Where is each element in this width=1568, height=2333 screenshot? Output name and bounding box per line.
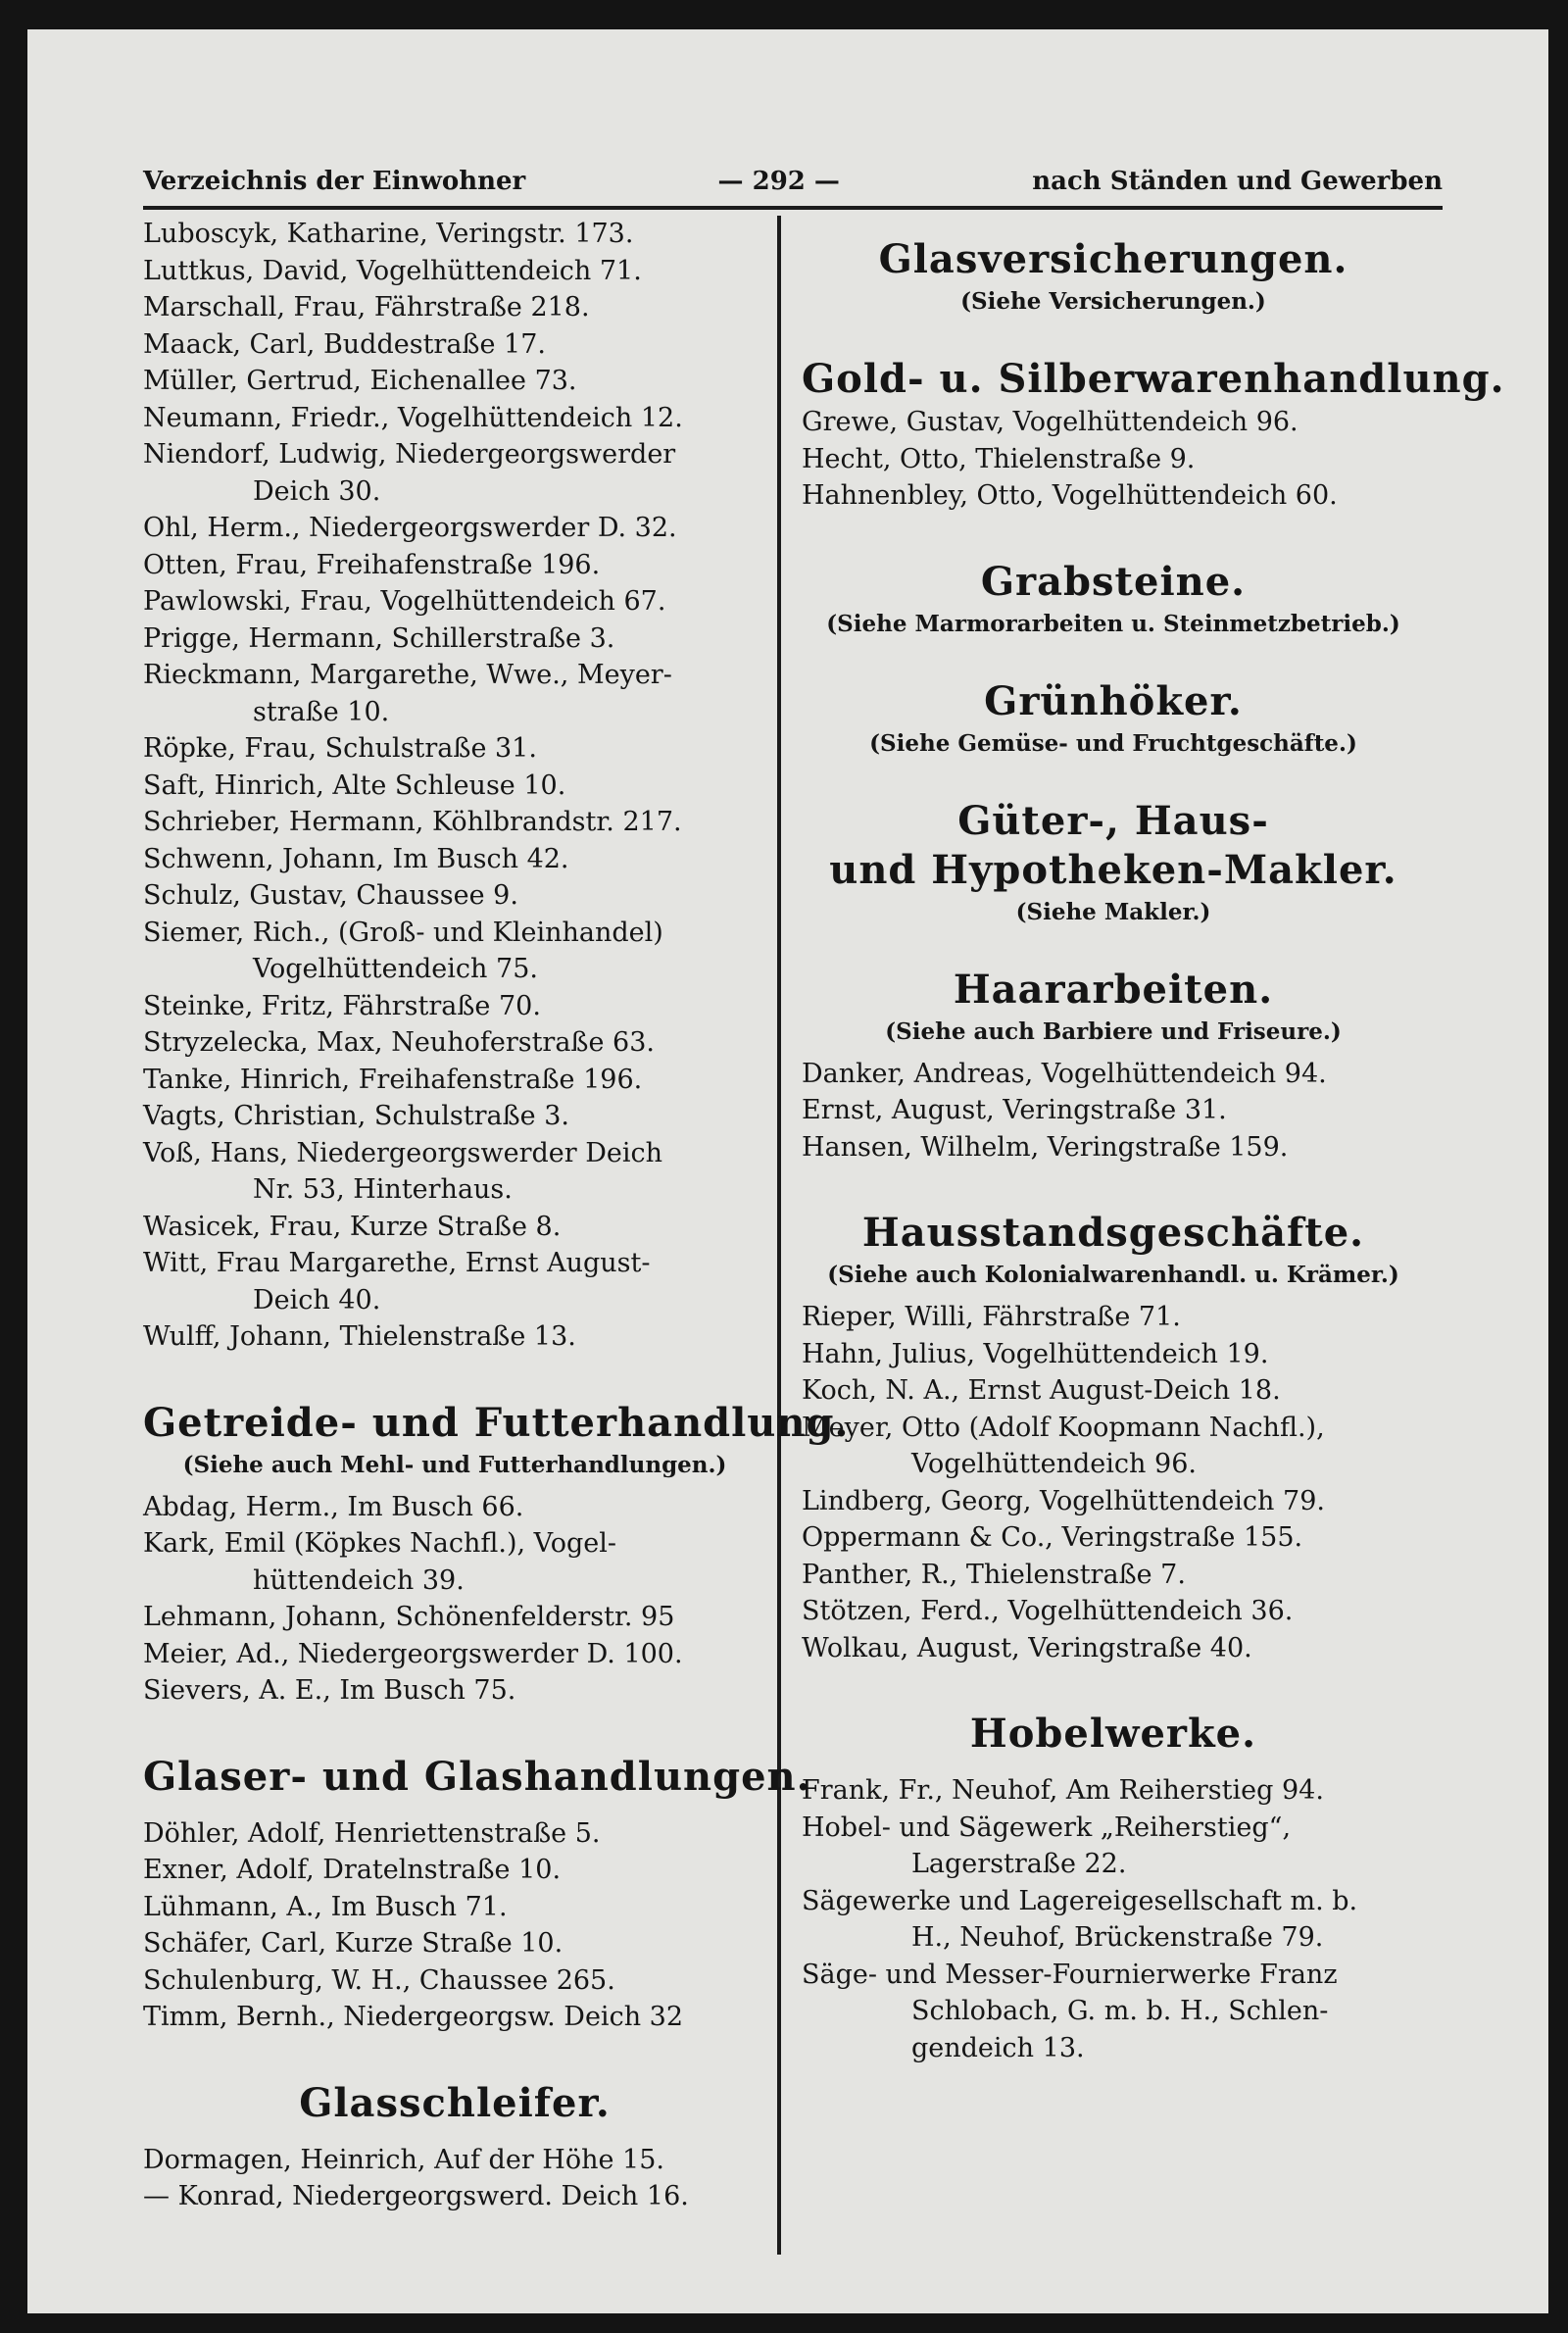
list-item: Stryzelecka, Max, Neuhoferstraße 63. — [143, 1027, 655, 1058]
list-item: Maack, Carl, Buddestraße 17. — [143, 328, 546, 360]
section-heading: Gold- u. Silberwarenhandlung. — [802, 356, 1505, 402]
section-heading: Glasversicherungen. — [878, 236, 1348, 282]
list-item: Marschall, Frau, Fährstraße 218. — [143, 292, 590, 323]
section-heading: Grabsteine. — [980, 558, 1247, 605]
list-item: Abdag, Herm., Im Busch 66. — [143, 1491, 524, 1522]
list-item: Voß, Hans, Niedergeorgswerder Deich — [143, 1137, 663, 1168]
list-item: — Konrad, Niedergeorgswerd. Deich 16. — [143, 2181, 689, 2211]
list-item: Panther, R., Thielenstraße 7. — [802, 1559, 1186, 1590]
section-heading: Glasschleifer. — [299, 2079, 611, 2126]
list-item: Hansen, Wilhelm, Veringstraße 159. — [802, 1131, 1289, 1163]
section-note: (Siehe auch Mehl- und Futterhandlungen.) — [182, 1451, 727, 1478]
section-heading: Glaser- und Glashandlungen. — [143, 1753, 811, 1800]
list-item: Wasicek, Frau, Kurze Straße 8. — [143, 1211, 562, 1242]
list-item: Schwenn, Johann, Im Busch 42. — [143, 843, 569, 874]
list-item: Hahnenbley, Otto, Vogelhüttendeich 60. — [802, 480, 1338, 511]
column-divider — [777, 216, 781, 2255]
list-item-continuation: hüttendeich 39. — [253, 1564, 465, 1596]
list-item: Frank, Fr., Neuhof, Am Reiherstieg 94. — [802, 1775, 1324, 1806]
section-note: (Siehe auch Kolonialwarenhandl. u. Krämer.) — [827, 1262, 1399, 1288]
list-item: Oppermann & Co., Veringstraße 155. — [802, 1522, 1303, 1553]
section-heading: Hausstandsgeschäfte. — [861, 1210, 1365, 1256]
list-item: Röpke, Frau, Schulstraße 31. — [143, 733, 537, 764]
list-item: Niendorf, Ludwig, Niedergeorgswerder — [143, 439, 676, 470]
list-item: Sievers, A. E., Im Busch 75. — [143, 1675, 516, 1706]
header-rule — [143, 206, 1443, 210]
list-item: Rieckmann, Margarethe, Wwe., Meyer- — [143, 660, 672, 690]
list-item: Schulenburg, W. H., Chaussee 265. — [143, 1964, 615, 1996]
list-item: Schulz, Gustav, Chaussee 9. — [143, 880, 518, 911]
list-item: Lehmann, Johann, Schönenfelderstr. 95 — [143, 1602, 675, 1632]
list-item: Meyer, Otto (Adolf Koopmann Nachfl.), — [802, 1412, 1325, 1443]
list-item-continuation: gendeich 13. — [911, 2032, 1085, 2063]
list-item: Timm, Bernh., Niedergeorgsw. Deich 32 — [143, 2002, 684, 2032]
section-note: (Siehe Gemüse- und Fruchtgeschäfte.) — [869, 729, 1357, 757]
header-right: nach Ständen und Gewerben — [1032, 167, 1443, 196]
list-item: Säge- und Messer-Fournierwerke Franz — [802, 1959, 1338, 1990]
list-item: Schäfer, Carl, Kurze Straße 10. — [143, 1928, 564, 1959]
list-item: Wulff, Johann, Thielenstraße 13. — [143, 1321, 576, 1352]
list-item: Hecht, Otto, Thielenstraße 9. — [802, 443, 1196, 474]
list-item-continuation: Deich 30. — [253, 475, 381, 507]
list-item-continuation: H., Neuhof, Brückenstraße 79. — [911, 1922, 1324, 1953]
list-item: Dormagen, Heinrich, Auf der Höhe 15. — [143, 2144, 664, 2175]
section-note: (Siehe Versicherungen.) — [960, 288, 1266, 315]
list-item: Siemer, Rich., (Groß- und Kleinhandel) — [143, 917, 663, 948]
list-item: Neumann, Friedr., Vogelhüttendeich 12. — [143, 402, 683, 433]
list-item: Danker, Andreas, Vogelhüttendeich 94. — [802, 1058, 1327, 1089]
list-item: Stötzen, Ferd., Vogelhüttendeich 36. — [802, 1596, 1294, 1626]
list-item: Hobel- und Sägewerk „Reiherstieg“, — [802, 1812, 1292, 1843]
list-item: Lindberg, Georg, Vogelhüttendeich 79. — [802, 1485, 1325, 1516]
list-item: Steinke, Fritz, Fährstraße 70. — [143, 990, 541, 1021]
list-item-continuation: Deich 40. — [253, 1284, 381, 1315]
section-heading: Getreide- und Futterhandlung. — [143, 1399, 850, 1446]
section-note: (Siehe auch Barbiere und Friseure.) — [885, 1018, 1342, 1045]
list-item: Schrieber, Hermann, Köhlbrandstr. 217. — [143, 807, 682, 837]
list-item-continuation: straße 10. — [253, 696, 390, 727]
list-item: Hahn, Julius, Vogelhüttendeich 19. — [802, 1338, 1269, 1369]
section-heading: und Hypotheken-Makler. — [829, 846, 1397, 893]
list-item: Meier, Ad., Niedergeorgswerder D. 100. — [143, 1638, 683, 1669]
right-column — [802, 216, 1505, 2066]
list-item-continuation: Schlobach, G. m. b. H., Schlen- — [911, 1996, 1329, 2026]
list-item-continuation: Vogelhüttendeich 96. — [911, 1449, 1197, 1479]
list-item: Vagts, Christian, Schulstraße 3. — [143, 1101, 569, 1131]
section-heading: Hobelwerke. — [969, 1711, 1257, 1757]
list-item-continuation: Vogelhüttendeich 75. — [253, 954, 538, 984]
list-item: Lühmann, A., Im Busch 71. — [143, 1891, 508, 1922]
section-heading: Haararbeiten. — [953, 966, 1274, 1013]
list-item: Kark, Emil (Köpkes Nachfl.), Vogel- — [143, 1528, 616, 1559]
list-item: Pawlowski, Frau, Vogelhüttendeich 67. — [143, 586, 666, 617]
header-left: Verzeichnis der Einwohner — [143, 167, 526, 196]
list-item: Otten, Frau, Freihafenstraße 196. — [143, 549, 601, 580]
left-column — [143, 216, 850, 2215]
section-note: (Siehe Makler.) — [1015, 898, 1211, 925]
list-item: Saft, Hinrich, Alte Schleuse 10. — [143, 769, 566, 801]
document-page — [27, 29, 1548, 2313]
list-item: Prigge, Hermann, Schillerstraße 3. — [143, 622, 615, 654]
list-item: Müller, Gertrud, Eichenallee 73. — [143, 366, 577, 396]
list-item: Luttkus, David, Vogelhüttendeich 71. — [143, 255, 642, 286]
list-item: Witt, Frau Margarethe, Ernst August- — [143, 1248, 651, 1278]
list-item-continuation: Nr. 53, Hinterhaus. — [253, 1174, 513, 1205]
section-heading: Grünhöker. — [984, 677, 1243, 724]
list-item: Grewe, Gustav, Vogelhüttendeich 96. — [802, 407, 1298, 437]
section-note: (Siehe Marmorarbeiten u. Steinmetzbetrieb.) — [826, 610, 1400, 637]
list-item: Rieper, Willi, Fährstraße 71. — [802, 1302, 1181, 1332]
list-item: Tanke, Hinrich, Freihafenstraße 196. — [143, 1064, 643, 1095]
list-item: Wolkau, August, Veringstraße 40. — [802, 1632, 1252, 1663]
list-item-continuation: Lagerstraße 22. — [911, 1849, 1127, 1879]
list-item: Sägewerke und Lagereigesellschaft m. b. — [802, 1885, 1358, 1916]
list-item: Döhler, Adolf, Henriettenstraße 5. — [143, 1817, 601, 1849]
list-item: Exner, Adolf, Dratelnstraße 10. — [143, 1855, 562, 1885]
page-number: — 292 — — [717, 167, 840, 196]
list-item: Ernst, August, Veringstraße 31. — [802, 1095, 1227, 1125]
list-item: Koch, N. A., Ernst August-Deich 18. — [802, 1375, 1281, 1406]
page-header — [143, 161, 1443, 202]
list-item: Ohl, Herm., Niedergeorgswerder D. 32. — [143, 513, 677, 543]
section-heading: Güter-, Haus- — [957, 797, 1269, 844]
list-item: Luboscyk, Katharine, Veringstr. 173. — [143, 219, 634, 249]
